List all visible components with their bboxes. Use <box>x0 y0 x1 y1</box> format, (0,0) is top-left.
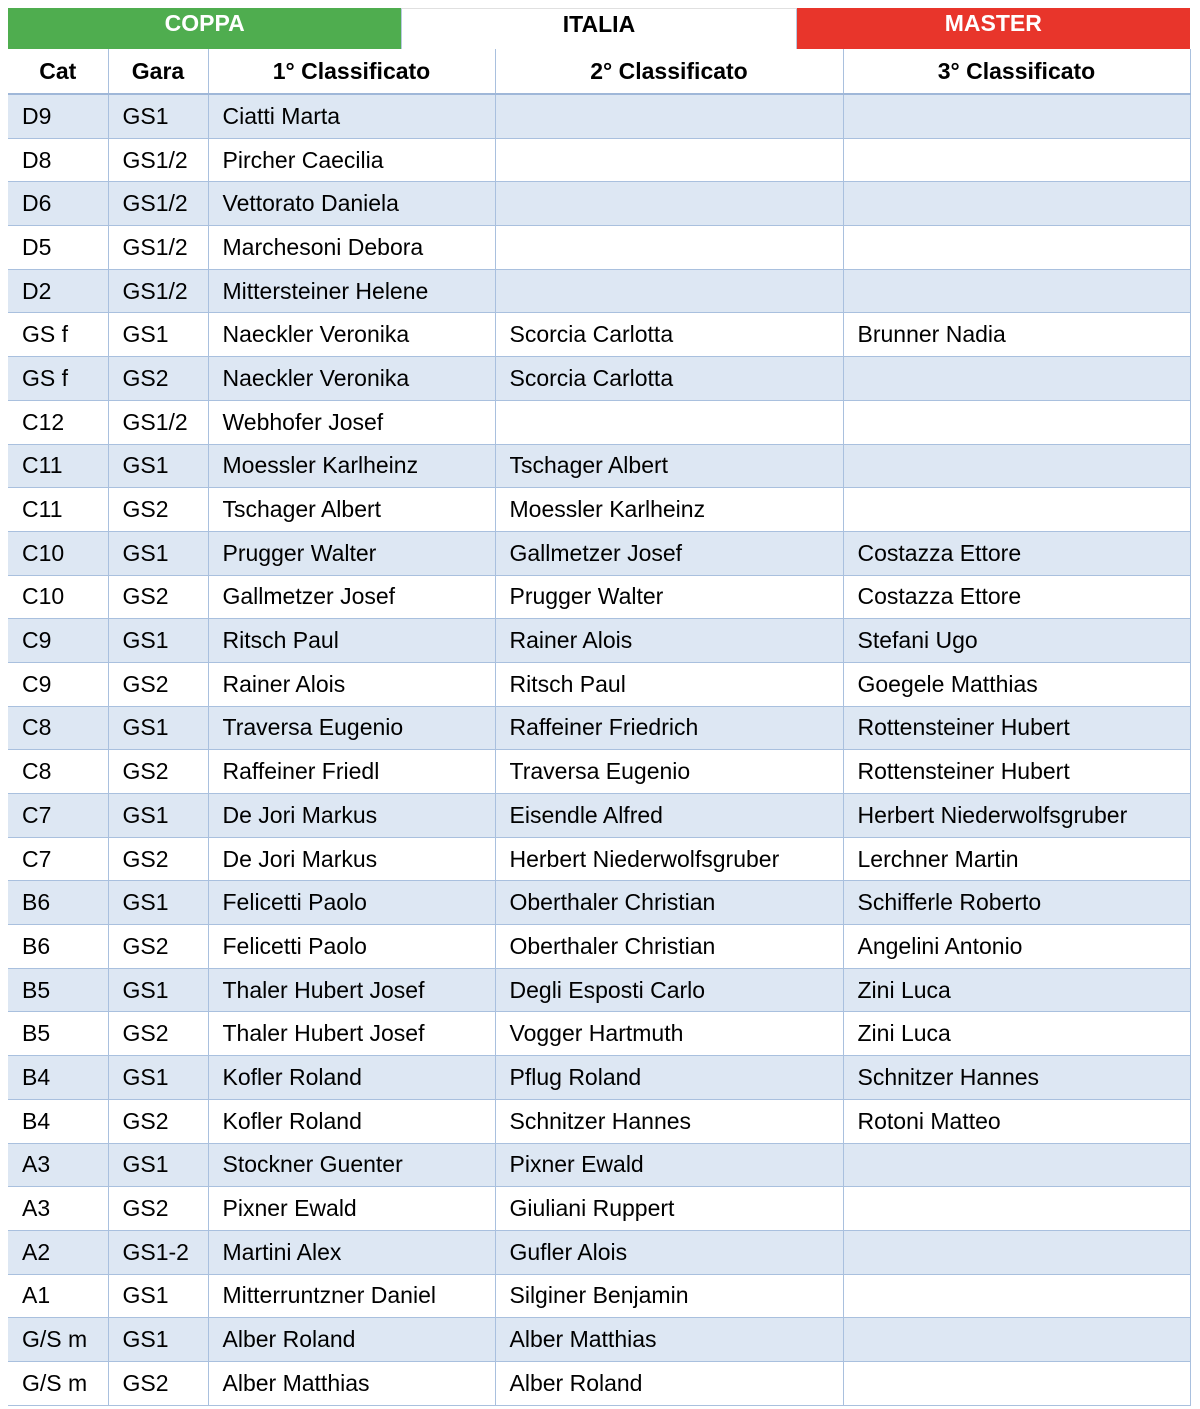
cell-third <box>843 138 1190 182</box>
cell-first: Ciatti Marta <box>208 94 495 138</box>
cell-cat: B6 <box>8 925 108 969</box>
cell-cat: D6 <box>8 182 108 226</box>
cell-gara: GS1 <box>108 1318 208 1362</box>
cell-third <box>843 1361 1190 1405</box>
cell-second: Herbert Niederwolfsgruber <box>495 837 843 881</box>
cell-third <box>843 357 1190 401</box>
cell-second <box>495 400 843 444</box>
cell-gara: GS1/2 <box>108 226 208 270</box>
cell-third: Angelini Antonio <box>843 925 1190 969</box>
cell-second: Moessler Karlheinz <box>495 488 843 532</box>
cell-first: De Jori Markus <box>208 837 495 881</box>
cell-third <box>843 1187 1190 1231</box>
header-row <box>8 49 1190 94</box>
table-row <box>8 619 1190 663</box>
table-row <box>8 182 1190 226</box>
cell-cat: C8 <box>8 750 108 794</box>
cell-gara: GS2 <box>108 662 208 706</box>
cell-first: De Jori Markus <box>208 794 495 838</box>
table-row <box>8 488 1190 532</box>
cell-cat: D2 <box>8 269 108 313</box>
table-row <box>8 1318 1190 1362</box>
table-row <box>8 968 1190 1012</box>
cell-gara: GS1 <box>108 794 208 838</box>
cell-cat: B6 <box>8 881 108 925</box>
cell-third: Zini Luca <box>843 1012 1190 1056</box>
table-row <box>8 531 1190 575</box>
table-row <box>8 1012 1190 1056</box>
cell-cat: C7 <box>8 794 108 838</box>
table-row <box>8 1230 1190 1274</box>
cell-first: Felicetti Paolo <box>208 881 495 925</box>
table-row <box>8 575 1190 619</box>
cell-second: Rainer Alois <box>495 619 843 663</box>
cell-first: Tschager Albert <box>208 488 495 532</box>
header-first: 1° Classificato <box>208 49 495 94</box>
cell-first: Thaler Hubert Josef <box>208 968 495 1012</box>
cell-cat: GS f <box>8 313 108 357</box>
cell-first: Ritsch Paul <box>208 619 495 663</box>
cell-third <box>843 1274 1190 1318</box>
cell-cat: C9 <box>8 662 108 706</box>
cell-gara: GS2 <box>108 488 208 532</box>
table-row <box>8 94 1190 138</box>
cell-gara: GS1 <box>108 1056 208 1100</box>
cell-second <box>495 94 843 138</box>
cell-second: Gallmetzer Josef <box>495 531 843 575</box>
table-row <box>8 837 1190 881</box>
cell-second: Oberthaler Christian <box>495 925 843 969</box>
cell-gara: GS1 <box>108 968 208 1012</box>
cell-gara: GS1 <box>108 444 208 488</box>
table-row <box>8 138 1190 182</box>
cell-cat: A3 <box>8 1143 108 1187</box>
cell-cat: C12 <box>8 400 108 444</box>
cell-third <box>843 444 1190 488</box>
cell-cat: D9 <box>8 94 108 138</box>
cell-first: Traversa Eugenio <box>208 706 495 750</box>
banner-italia: ITALIA <box>401 8 796 49</box>
cell-third: Schnitzer Hannes <box>843 1056 1190 1100</box>
cell-third: Stefani Ugo <box>843 619 1190 663</box>
cell-first: Thaler Hubert Josef <box>208 1012 495 1056</box>
cell-gara: GS2 <box>108 575 208 619</box>
header-cat: Cat <box>8 49 108 94</box>
cell-third: Lerchner Martin <box>843 837 1190 881</box>
header-gara: Gara <box>108 49 208 94</box>
table-row <box>8 269 1190 313</box>
cell-third <box>843 1143 1190 1187</box>
cell-first: Pixner Ewald <box>208 1187 495 1231</box>
cell-cat: C10 <box>8 531 108 575</box>
cell-second <box>495 269 843 313</box>
table-row <box>8 706 1190 750</box>
cell-gara: GS2 <box>108 837 208 881</box>
table-row <box>8 1274 1190 1318</box>
cell-first: Martini Alex <box>208 1230 495 1274</box>
cell-first: Rainer Alois <box>208 662 495 706</box>
results-document <box>8 8 1190 1406</box>
table-row <box>8 444 1190 488</box>
cell-third <box>843 1230 1190 1274</box>
cell-third: Rottensteiner Hubert <box>843 706 1190 750</box>
cell-cat: D8 <box>8 138 108 182</box>
cell-gara: GS1 <box>108 706 208 750</box>
header-second: 2° Classificato <box>495 49 843 94</box>
cell-second: Gufler Alois <box>495 1230 843 1274</box>
cell-gara: GS2 <box>108 1187 208 1231</box>
cell-third: Rotoni Matteo <box>843 1099 1190 1143</box>
header-third: 3° Classificato <box>843 49 1190 94</box>
cell-third: Rottensteiner Hubert <box>843 750 1190 794</box>
cell-cat: B5 <box>8 968 108 1012</box>
cell-third: Brunner Nadia <box>843 313 1190 357</box>
cell-second: Alber Roland <box>495 1361 843 1405</box>
cell-second <box>495 182 843 226</box>
cell-second: Scorcia Carlotta <box>495 313 843 357</box>
banner-coppa: COPPA <box>8 8 401 49</box>
cell-first: Mittersteiner Helene <box>208 269 495 313</box>
cell-gara: GS1-2 <box>108 1230 208 1274</box>
cell-gara: GS1/2 <box>108 400 208 444</box>
cell-first: Raffeiner Friedl <box>208 750 495 794</box>
cell-third: Zini Luca <box>843 968 1190 1012</box>
cell-gara: GS1 <box>108 313 208 357</box>
cell-cat: C10 <box>8 575 108 619</box>
cell-cat: A2 <box>8 1230 108 1274</box>
cell-first: Mitterruntzner Daniel <box>208 1274 495 1318</box>
cell-first: Vettorato Daniela <box>208 182 495 226</box>
cell-second: Vogger Hartmuth <box>495 1012 843 1056</box>
cell-gara: GS1 <box>108 94 208 138</box>
cell-second: Scorcia Carlotta <box>495 357 843 401</box>
cell-cat: B4 <box>8 1056 108 1100</box>
cell-third <box>843 488 1190 532</box>
cell-third <box>843 94 1190 138</box>
cell-first: Pircher Caecilia <box>208 138 495 182</box>
results-body <box>8 94 1190 1405</box>
cell-second: Degli Esposti Carlo <box>495 968 843 1012</box>
cell-first: Marchesoni Debora <box>208 226 495 270</box>
table-row <box>8 400 1190 444</box>
cell-second: Tschager Albert <box>495 444 843 488</box>
cell-second: Ritsch Paul <box>495 662 843 706</box>
cell-second <box>495 138 843 182</box>
cell-second: Eisendle Alfred <box>495 794 843 838</box>
cell-first: Kofler Roland <box>208 1056 495 1100</box>
cell-cat: C11 <box>8 444 108 488</box>
cell-first: Moessler Karlheinz <box>208 444 495 488</box>
table-row <box>8 925 1190 969</box>
cell-cat: G/S m <box>8 1361 108 1405</box>
cell-first: Naeckler Veronika <box>208 313 495 357</box>
table-row <box>8 750 1190 794</box>
cell-gara: GS2 <box>108 750 208 794</box>
table-row <box>8 313 1190 357</box>
cell-cat: G/S m <box>8 1318 108 1362</box>
cell-first: Prugger Walter <box>208 531 495 575</box>
cell-gara: GS2 <box>108 1099 208 1143</box>
cell-gara: GS1 <box>108 531 208 575</box>
cell-cat: D5 <box>8 226 108 270</box>
cell-gara: GS2 <box>108 925 208 969</box>
cell-gara: GS1 <box>108 881 208 925</box>
cell-cat: A1 <box>8 1274 108 1318</box>
cell-gara: GS1/2 <box>108 138 208 182</box>
cell-third <box>843 182 1190 226</box>
results-table <box>8 49 1191 1406</box>
cell-second: Oberthaler Christian <box>495 881 843 925</box>
cell-third <box>843 400 1190 444</box>
cell-cat: A3 <box>8 1187 108 1231</box>
table-row <box>8 1143 1190 1187</box>
cell-cat: C8 <box>8 706 108 750</box>
title-banner <box>8 8 1190 49</box>
banner-master: MASTER <box>797 8 1190 49</box>
cell-second: Prugger Walter <box>495 575 843 619</box>
table-row <box>8 357 1190 401</box>
table-row <box>8 794 1190 838</box>
cell-gara: GS2 <box>108 357 208 401</box>
table-row <box>8 1099 1190 1143</box>
table-row <box>8 881 1190 925</box>
table-row <box>8 226 1190 270</box>
table-row <box>8 1361 1190 1405</box>
cell-second: Raffeiner Friedrich <box>495 706 843 750</box>
cell-first: Gallmetzer Josef <box>208 575 495 619</box>
cell-third: Costazza Ettore <box>843 531 1190 575</box>
cell-third: Goegele Matthias <box>843 662 1190 706</box>
cell-first: Kofler Roland <box>208 1099 495 1143</box>
cell-second: Silginer Benjamin <box>495 1274 843 1318</box>
cell-third: Schifferle Roberto <box>843 881 1190 925</box>
cell-gara: GS1/2 <box>108 269 208 313</box>
cell-third: Costazza Ettore <box>843 575 1190 619</box>
cell-third <box>843 226 1190 270</box>
cell-third <box>843 1318 1190 1362</box>
cell-gara: GS1/2 <box>108 182 208 226</box>
cell-cat: B4 <box>8 1099 108 1143</box>
cell-cat: B5 <box>8 1012 108 1056</box>
cell-gara: GS2 <box>108 1012 208 1056</box>
cell-second: Pixner Ewald <box>495 1143 843 1187</box>
cell-second: Pflug Roland <box>495 1056 843 1100</box>
cell-second: Schnitzer Hannes <box>495 1099 843 1143</box>
cell-first: Alber Matthias <box>208 1361 495 1405</box>
cell-cat: C11 <box>8 488 108 532</box>
cell-gara: GS1 <box>108 1143 208 1187</box>
cell-first: Webhofer Josef <box>208 400 495 444</box>
cell-third <box>843 269 1190 313</box>
cell-cat: C9 <box>8 619 108 663</box>
cell-cat: GS f <box>8 357 108 401</box>
cell-first: Felicetti Paolo <box>208 925 495 969</box>
cell-second <box>495 226 843 270</box>
cell-gara: GS1 <box>108 619 208 663</box>
table-row <box>8 1056 1190 1100</box>
cell-first: Stockner Guenter <box>208 1143 495 1187</box>
cell-first: Alber Roland <box>208 1318 495 1362</box>
cell-second: Traversa Eugenio <box>495 750 843 794</box>
cell-second: Giuliani Ruppert <box>495 1187 843 1231</box>
table-row <box>8 1187 1190 1231</box>
cell-gara: GS1 <box>108 1274 208 1318</box>
cell-gara: GS2 <box>108 1361 208 1405</box>
cell-first: Naeckler Veronika <box>208 357 495 401</box>
cell-second: Alber Matthias <box>495 1318 843 1362</box>
cell-cat: C7 <box>8 837 108 881</box>
cell-third: Herbert Niederwolfsgruber <box>843 794 1190 838</box>
table-row <box>8 662 1190 706</box>
